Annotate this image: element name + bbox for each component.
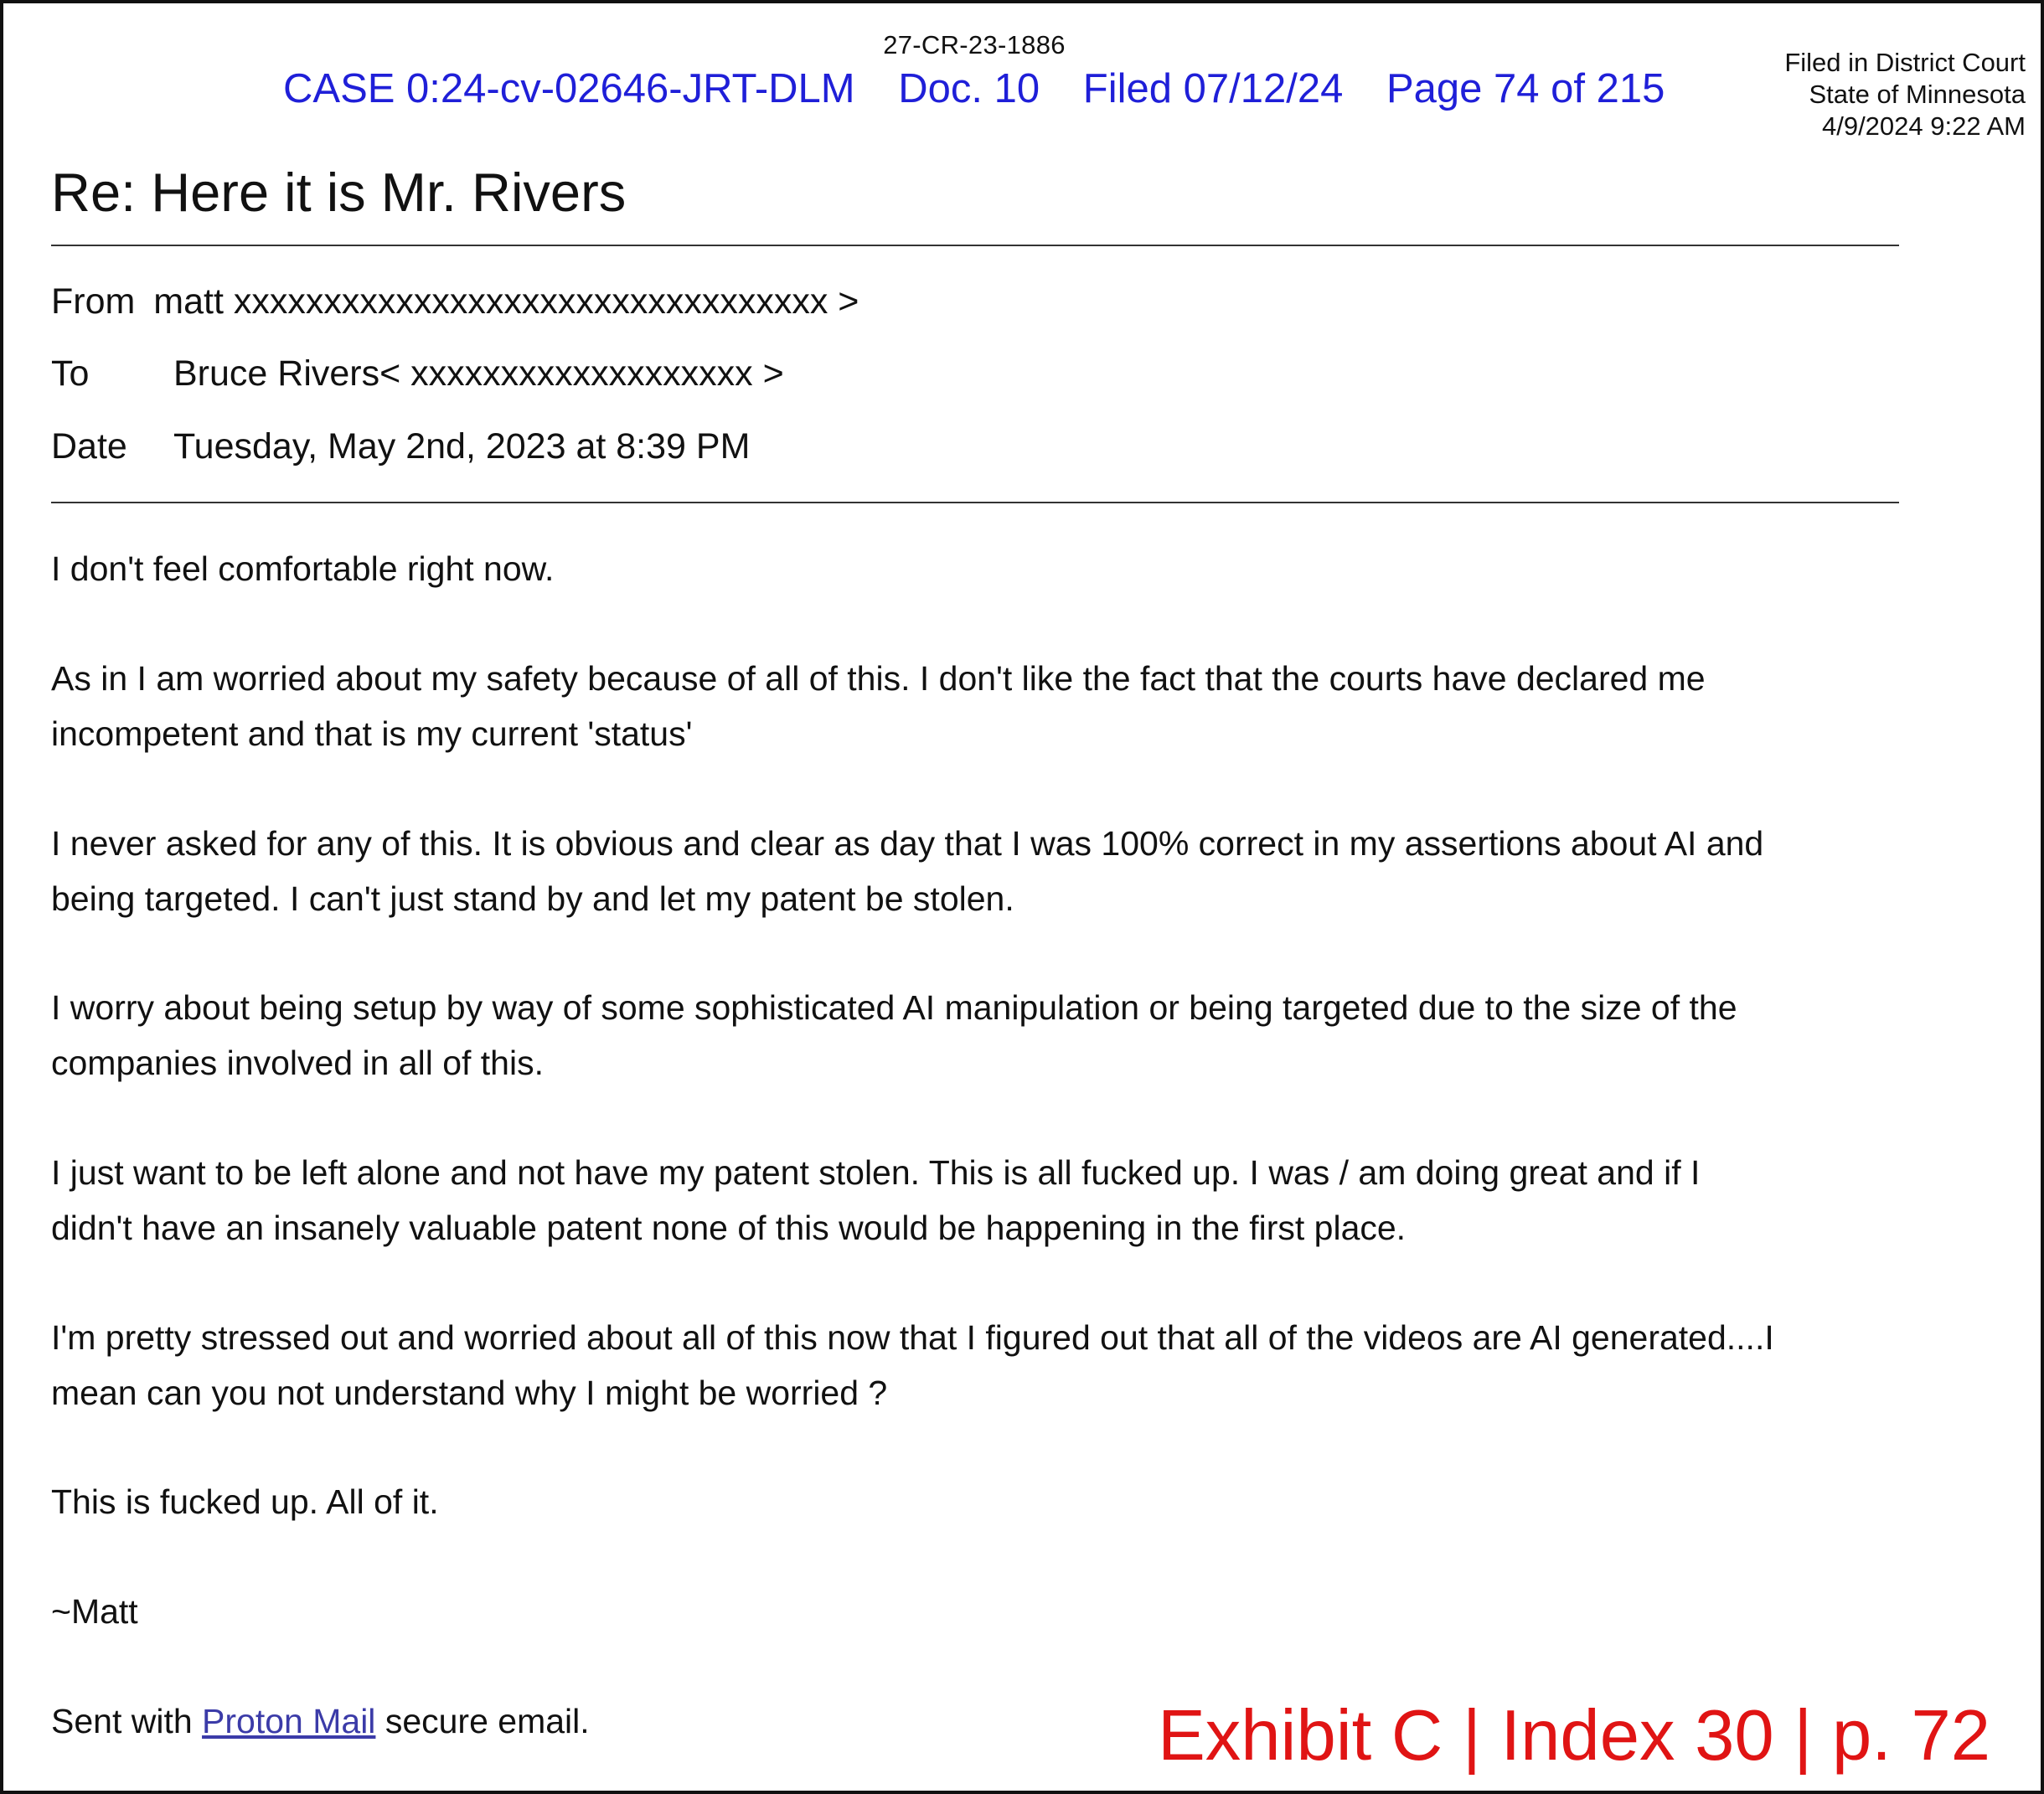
body-paragraph-6 (51, 1310, 1774, 1420)
email-from-row (51, 281, 859, 322)
paragraph-line: incompetent and that is my current 'status' (51, 714, 693, 753)
federal-case-stamp (283, 65, 1665, 112)
header-divider-top (51, 245, 1899, 246)
court-filing-stamp (1674, 47, 2026, 142)
email-signature (51, 1584, 138, 1639)
paragraph-line: I don't feel comfortable right now. (51, 549, 555, 588)
court-stamp-line-2: State of Minnesota (1809, 80, 2026, 109)
body-paragraph-1 (51, 541, 554, 596)
body-paragraph-2 (51, 651, 1706, 761)
body-paragraph-5 (51, 1145, 1700, 1255)
proton-mail-link[interactable]: Proton Mail (202, 1702, 376, 1740)
email-date-row (51, 426, 751, 467)
document-number: Doc. 10 (898, 66, 1040, 111)
paragraph-line: As in I am worried about my safety because of all of this. I don't like the fact that the courts have declared me (51, 659, 1706, 698)
page-indicator: Page 74 of 215 (1386, 66, 1665, 111)
federal-case-number: CASE 0:24-cv-02646-JRT-DLM (283, 66, 855, 111)
court-stamp-line-3: 4/9/2024 9:22 AM (1821, 111, 2026, 141)
paragraph-line: companies involved in all of this. (51, 1044, 544, 1082)
email-to-row (51, 353, 784, 394)
paragraph-line: I just want to be left alone and not have my patent stolen. This is all fucked up. I was / am doing great and if I (51, 1153, 1701, 1192)
email-footer (51, 1693, 590, 1749)
exhibit-label: Exhibit C | Index 30 | p. 72 (1158, 1696, 1990, 1776)
state-case-number: 27-CR-23-1886 (883, 30, 1066, 59)
date-value: Tuesday, May 2nd, 2023 at 8:39 PM (173, 426, 751, 467)
footer-suffix: secure email. (375, 1702, 590, 1740)
footer-prefix: Sent with (51, 1702, 203, 1740)
email-subject: Re: Here it is Mr. Rivers (51, 162, 627, 223)
paragraph-line: I never asked for any of this. It is obvious and clear as day that I was 100% correct in my assertions about AI and (51, 824, 1764, 863)
from-label: From (51, 281, 136, 322)
paragraph-line: didn't have an insanely valuable patent none of this would be happening in the first place. (51, 1209, 1407, 1247)
signature-line: ~Matt (51, 1592, 138, 1631)
paragraph-line: being targeted. I can't just stand by and let my patent be stolen. (51, 879, 1014, 918)
paragraph-line: This is fucked up. All of it. (51, 1482, 439, 1521)
to-value: Bruce Rivers< xxxxxxxxxxxxxxxxxxx > (173, 353, 784, 394)
paragraph-line: I worry about being setup by way of some sophisticated AI manipulation or being targeted due to the size of the (51, 988, 1737, 1027)
paragraph-line: I'm pretty stressed out and worried about all of this now that I figured out that all of the videos are AI generated....I (51, 1318, 1774, 1357)
filed-date: Filed 07/12/24 (1082, 66, 1344, 111)
body-paragraph-3 (51, 816, 1763, 926)
to-label: To (51, 353, 90, 394)
body-paragraph-7 (51, 1474, 439, 1529)
header-divider-bottom (51, 502, 1899, 503)
court-stamp-line-1: Filed in District Court (1784, 48, 2026, 77)
date-label: Date (51, 426, 127, 467)
from-value: matt xxxxxxxxxxxxxxxxxxxxxxxxxxxxxxxxx > (153, 281, 859, 322)
body-paragraph-4 (51, 980, 1737, 1090)
paragraph-line: mean can you not understand why I might be worried ? (51, 1374, 888, 1412)
